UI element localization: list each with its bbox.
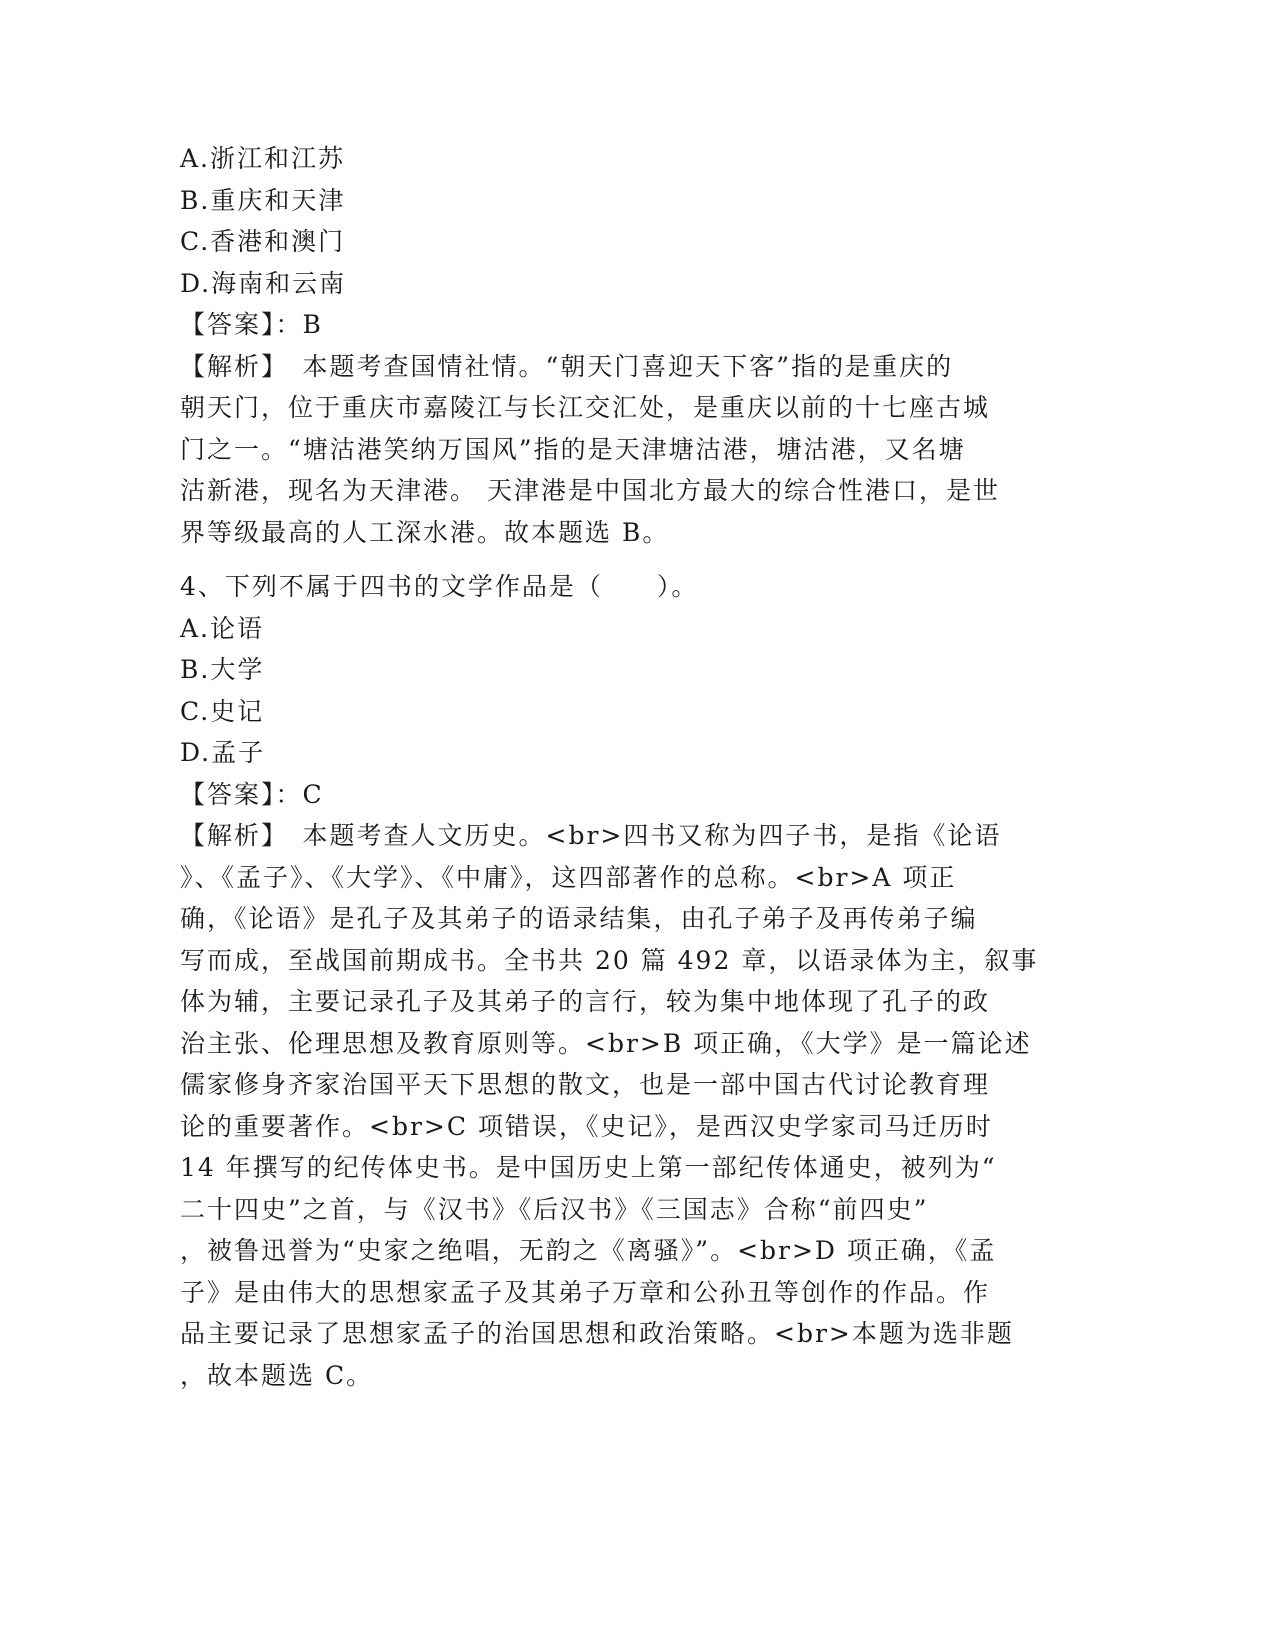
- section-gap: [180, 553, 1040, 566]
- analysis-line: 》、《孟子》、《大学》、《中庸》，这四部著作的总称。<br>A 项正: [180, 862, 957, 892]
- analysis-line: 体为辅，主要记录孔子及其弟子的言行，较为集中地体现了孔子的政: [180, 987, 991, 1016]
- analysis-line: 论的重要著作。<br>C 项错误，《史记》，是西汉史学家司马迁历时: [180, 1111, 993, 1141]
- analysis-line: 朝天门，位于重庆市嘉陵江与长江交汇处，是重庆以前的十七座古城: [180, 393, 991, 422]
- option-d: D.孟子: [180, 738, 266, 767]
- option-c: C.史记: [180, 696, 265, 726]
- option-a: A.浙江和江苏: [180, 144, 346, 173]
- question-3-block: [180, 138, 1040, 553]
- analysis-line: 确，《论语》是孔子及其弟子的语录结集，由孔子弟子及再传弟子编: [180, 904, 978, 933]
- analysis-line: 儒家修身齐家治国平天下思想的散文，也是一部中国古代讨论教育理: [180, 1070, 991, 1099]
- document-page: [180, 138, 1040, 1396]
- answer-line: 【答案】：C: [180, 779, 324, 809]
- option-a: A.论语: [180, 613, 265, 643]
- option-b: B.大学: [180, 655, 265, 684]
- analysis-line: 子》是由伟大的思想家孟子及其弟子万章和公孙丑等创作的作品。作: [180, 1277, 991, 1307]
- analysis-line: 【解析】 本题考查国情社情。“朝天门喜迎天下客”指的是重庆的: [180, 351, 954, 381]
- analysis-line: 写而成，至战国前期成书。全书共 20 篇 492 章，以语录体为主，叙事: [180, 945, 1039, 975]
- analysis-line: ，故本题选 C。: [180, 1360, 374, 1390]
- analysis-line: 【解析】 本题考查人文历史。<br>四书又称为四子书，是指《论语: [180, 821, 1002, 850]
- analysis-line: ，被鲁迅誉为“史家之绝唱，无韵之《离骚》”。<br>D 项正确，《孟: [180, 1236, 997, 1265]
- analysis-line: 沽新港，现名为天津港。 天津港是中国北方最大的综合性港口，是世: [180, 476, 1000, 505]
- analysis-line: 门之一。“塘沽港笑纳万国风”指的是天津塘沽港，塘沽港，又名塘: [180, 434, 966, 464]
- answer-line: 【答案】：B: [180, 310, 323, 339]
- analysis-line: 治主张、伦理思想及教育原则等。<br>B 项正确，《大学》是一篇论述: [180, 1028, 1032, 1058]
- analysis-line: 14 年撰写的纪传体史书。是中国历史上第一部纪传体通史，被列为“: [180, 1153, 997, 1182]
- option-d: D.海南和云南: [180, 268, 347, 298]
- option-c: C.香港和澳门: [180, 227, 346, 256]
- analysis-line: 二十四史”之首，与《汉书》《后汉书》《三国志》合称“前四史”: [180, 1194, 929, 1224]
- question-4-block: [180, 566, 1040, 1396]
- analysis-line: 品主要记录了思想家孟子的治国思想和政治策略。<br>本题为选非题: [180, 1319, 1014, 1348]
- analysis-line: 界等级最高的人工深水港。故本题选 B。: [180, 517, 670, 547]
- question-title: 4、下列不属于四书的文学作品是（ ）。: [180, 572, 699, 601]
- option-b: B.重庆和天津: [180, 185, 346, 215]
